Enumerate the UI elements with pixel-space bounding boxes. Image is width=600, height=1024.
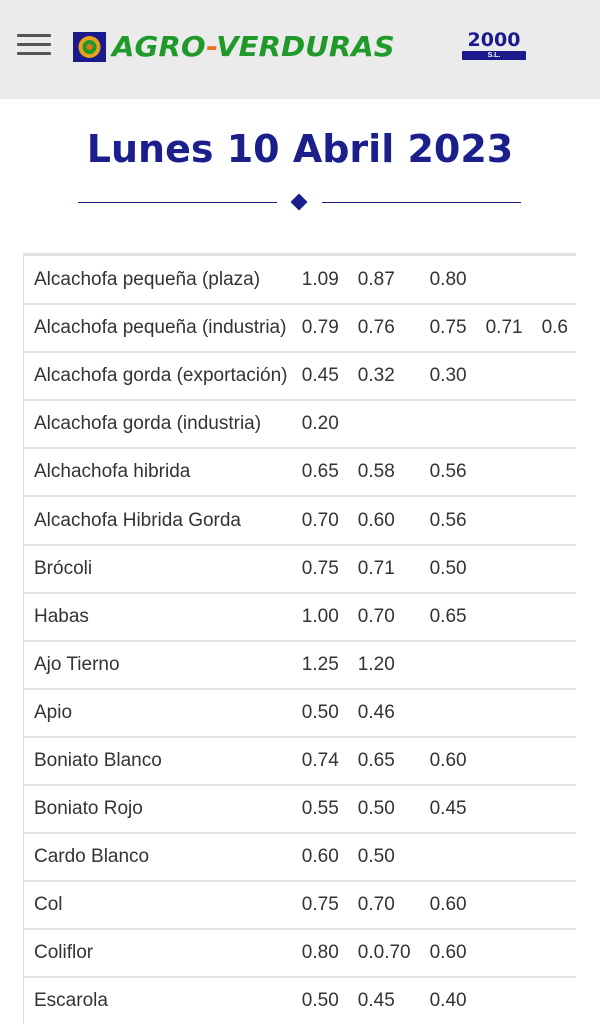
price-cell bbox=[531, 833, 576, 881]
table-row bbox=[24, 400, 576, 448]
price-cell bbox=[531, 545, 576, 593]
price-cell bbox=[475, 593, 531, 641]
logo-agro: AGRO bbox=[112, 30, 207, 63]
price-cell: 0.65 bbox=[419, 593, 475, 641]
price-cell bbox=[531, 929, 576, 977]
table-row bbox=[24, 833, 576, 881]
price-cell: 0.70 bbox=[347, 881, 419, 929]
price-cell: 0.60 bbox=[291, 833, 347, 881]
table-row bbox=[24, 641, 576, 689]
price-cell: 0.40 bbox=[419, 977, 475, 1024]
price-cell: 0.45 bbox=[419, 785, 475, 833]
product-name-cell: Alcachofa gorda (industria) bbox=[24, 400, 291, 448]
product-name-cell: Alcachofa pequeña (industria) bbox=[24, 304, 291, 352]
price-cell: 0.65 bbox=[291, 448, 347, 496]
price-cell: 0.55 bbox=[291, 785, 347, 833]
price-cell: 0.75 bbox=[419, 304, 475, 352]
logo-wordmark bbox=[112, 30, 395, 64]
logo-dash: - bbox=[206, 30, 217, 63]
price-cell: 0.60 bbox=[419, 881, 475, 929]
price-cell bbox=[531, 689, 576, 737]
price-cell bbox=[419, 400, 475, 448]
product-name-cell: Coliflor bbox=[24, 929, 291, 977]
product-name-cell: Alcachofa Hibrida Gorda bbox=[24, 496, 291, 544]
price-cell bbox=[475, 833, 531, 881]
price-cell bbox=[531, 400, 576, 448]
price-cell bbox=[475, 545, 531, 593]
site-logo[interactable] bbox=[73, 29, 521, 64]
price-cell: 0.0.70 bbox=[347, 929, 419, 977]
price-cell: 0.60 bbox=[419, 737, 475, 785]
product-name-cell: Cardo Blanco bbox=[24, 833, 291, 881]
price-cell: 0.75 bbox=[291, 545, 347, 593]
product-name-cell: Ajo Tierno bbox=[24, 641, 291, 689]
price-cell: 0.70 bbox=[347, 593, 419, 641]
price-cell: 1.25 bbox=[291, 641, 347, 689]
table-row bbox=[24, 737, 576, 785]
price-cell: 0.65 bbox=[347, 737, 419, 785]
product-name-cell: Alcachofa pequeña (plaza) bbox=[24, 256, 291, 304]
price-cell: 0.79 bbox=[291, 304, 347, 352]
price-cell bbox=[531, 593, 576, 641]
divider-diamond-icon bbox=[291, 194, 308, 211]
price-cell: 1.20 bbox=[347, 641, 419, 689]
price-cell: 0.20 bbox=[291, 400, 347, 448]
price-cell bbox=[475, 737, 531, 785]
price-cell bbox=[475, 400, 531, 448]
price-cell: 0.32 bbox=[347, 352, 419, 400]
price-cell: 0.76 bbox=[347, 304, 419, 352]
price-cell: 0.60 bbox=[347, 496, 419, 544]
price-cell bbox=[475, 929, 531, 977]
price-cell: 0.80 bbox=[291, 929, 347, 977]
product-name-cell: Col bbox=[24, 881, 291, 929]
price-cell: 0.74 bbox=[291, 737, 347, 785]
price-cell bbox=[531, 496, 576, 544]
price-cell: 0.50 bbox=[347, 785, 419, 833]
logo-year: 2000 bbox=[467, 29, 521, 51]
logo-verduras: VERDURAS bbox=[216, 30, 395, 63]
price-cell bbox=[419, 833, 475, 881]
price-table bbox=[24, 256, 576, 1024]
product-name-cell: Escarola bbox=[24, 977, 291, 1024]
price-cell bbox=[347, 400, 419, 448]
price-table-body bbox=[24, 256, 576, 1024]
price-cell bbox=[531, 448, 576, 496]
table-row bbox=[24, 785, 576, 833]
page-title-date: Lunes 10 Abril 2023 bbox=[86, 127, 514, 171]
price-cell bbox=[475, 448, 531, 496]
price-cell: 0.56 bbox=[419, 448, 475, 496]
price-cell bbox=[419, 689, 475, 737]
price-cell: 0.60 bbox=[419, 929, 475, 977]
table-row bbox=[24, 448, 576, 496]
product-name-cell: Alchachofa hibrida bbox=[24, 448, 291, 496]
price-cell: 0.50 bbox=[419, 545, 475, 593]
product-name-cell: Habas bbox=[24, 593, 291, 641]
price-cell: 0.80 bbox=[419, 256, 475, 304]
product-name-cell: Boniato Rojo bbox=[24, 785, 291, 833]
price-cell: 0.30 bbox=[419, 352, 475, 400]
price-cell bbox=[475, 496, 531, 544]
table-row bbox=[24, 689, 576, 737]
price-cell: 0.6 bbox=[531, 304, 576, 352]
divider-line-right bbox=[322, 202, 521, 203]
price-cell bbox=[419, 641, 475, 689]
top-bar bbox=[0, 0, 600, 99]
agro-verduras-emblem-icon bbox=[73, 32, 106, 62]
price-cell bbox=[531, 785, 576, 833]
price-cell bbox=[531, 881, 576, 929]
logo-suffix: S.L. bbox=[487, 52, 501, 59]
product-name-cell: Apio bbox=[24, 689, 291, 737]
price-table-container[interactable] bbox=[23, 253, 576, 1024]
table-row bbox=[24, 929, 576, 977]
price-cell: 0.56 bbox=[419, 496, 475, 544]
product-name-cell: Alcachofa gorda (exportación) bbox=[24, 352, 291, 400]
table-row bbox=[24, 593, 576, 641]
table-row bbox=[24, 256, 576, 304]
table-row bbox=[24, 545, 576, 593]
price-cell bbox=[475, 256, 531, 304]
price-cell: 0.45 bbox=[347, 977, 419, 1024]
price-cell bbox=[531, 977, 576, 1024]
price-cell bbox=[475, 977, 531, 1024]
product-name-cell: Brócoli bbox=[24, 545, 291, 593]
price-cell bbox=[475, 689, 531, 737]
price-cell: 0.75 bbox=[291, 881, 347, 929]
price-cell: 1.09 bbox=[291, 256, 347, 304]
price-cell bbox=[531, 737, 576, 785]
table-row bbox=[24, 881, 576, 929]
price-cell bbox=[475, 881, 531, 929]
price-cell bbox=[531, 352, 576, 400]
price-cell bbox=[475, 641, 531, 689]
price-cell bbox=[531, 641, 576, 689]
table-row bbox=[24, 977, 576, 1024]
price-cell: 0.50 bbox=[291, 689, 347, 737]
hamburger-menu-icon[interactable] bbox=[17, 34, 51, 56]
price-cell: 0.58 bbox=[347, 448, 419, 496]
table-row bbox=[24, 496, 576, 544]
price-cell: 0.50 bbox=[291, 977, 347, 1024]
price-cell: 0.70 bbox=[291, 496, 347, 544]
price-cell bbox=[531, 256, 576, 304]
price-cell: 0.45 bbox=[291, 352, 347, 400]
table-row bbox=[24, 304, 576, 352]
price-cell: 0.87 bbox=[347, 256, 419, 304]
price-cell: 0.71 bbox=[475, 304, 531, 352]
price-cell bbox=[475, 785, 531, 833]
divider-line-left bbox=[78, 202, 277, 203]
price-cell: 0.46 bbox=[347, 689, 419, 737]
price-cell: 1.00 bbox=[291, 593, 347, 641]
product-name-cell: Boniato Blanco bbox=[24, 737, 291, 785]
price-cell: 0.71 bbox=[347, 545, 419, 593]
price-cell bbox=[475, 352, 531, 400]
table-row bbox=[24, 352, 576, 400]
price-cell: 0.50 bbox=[347, 833, 419, 881]
